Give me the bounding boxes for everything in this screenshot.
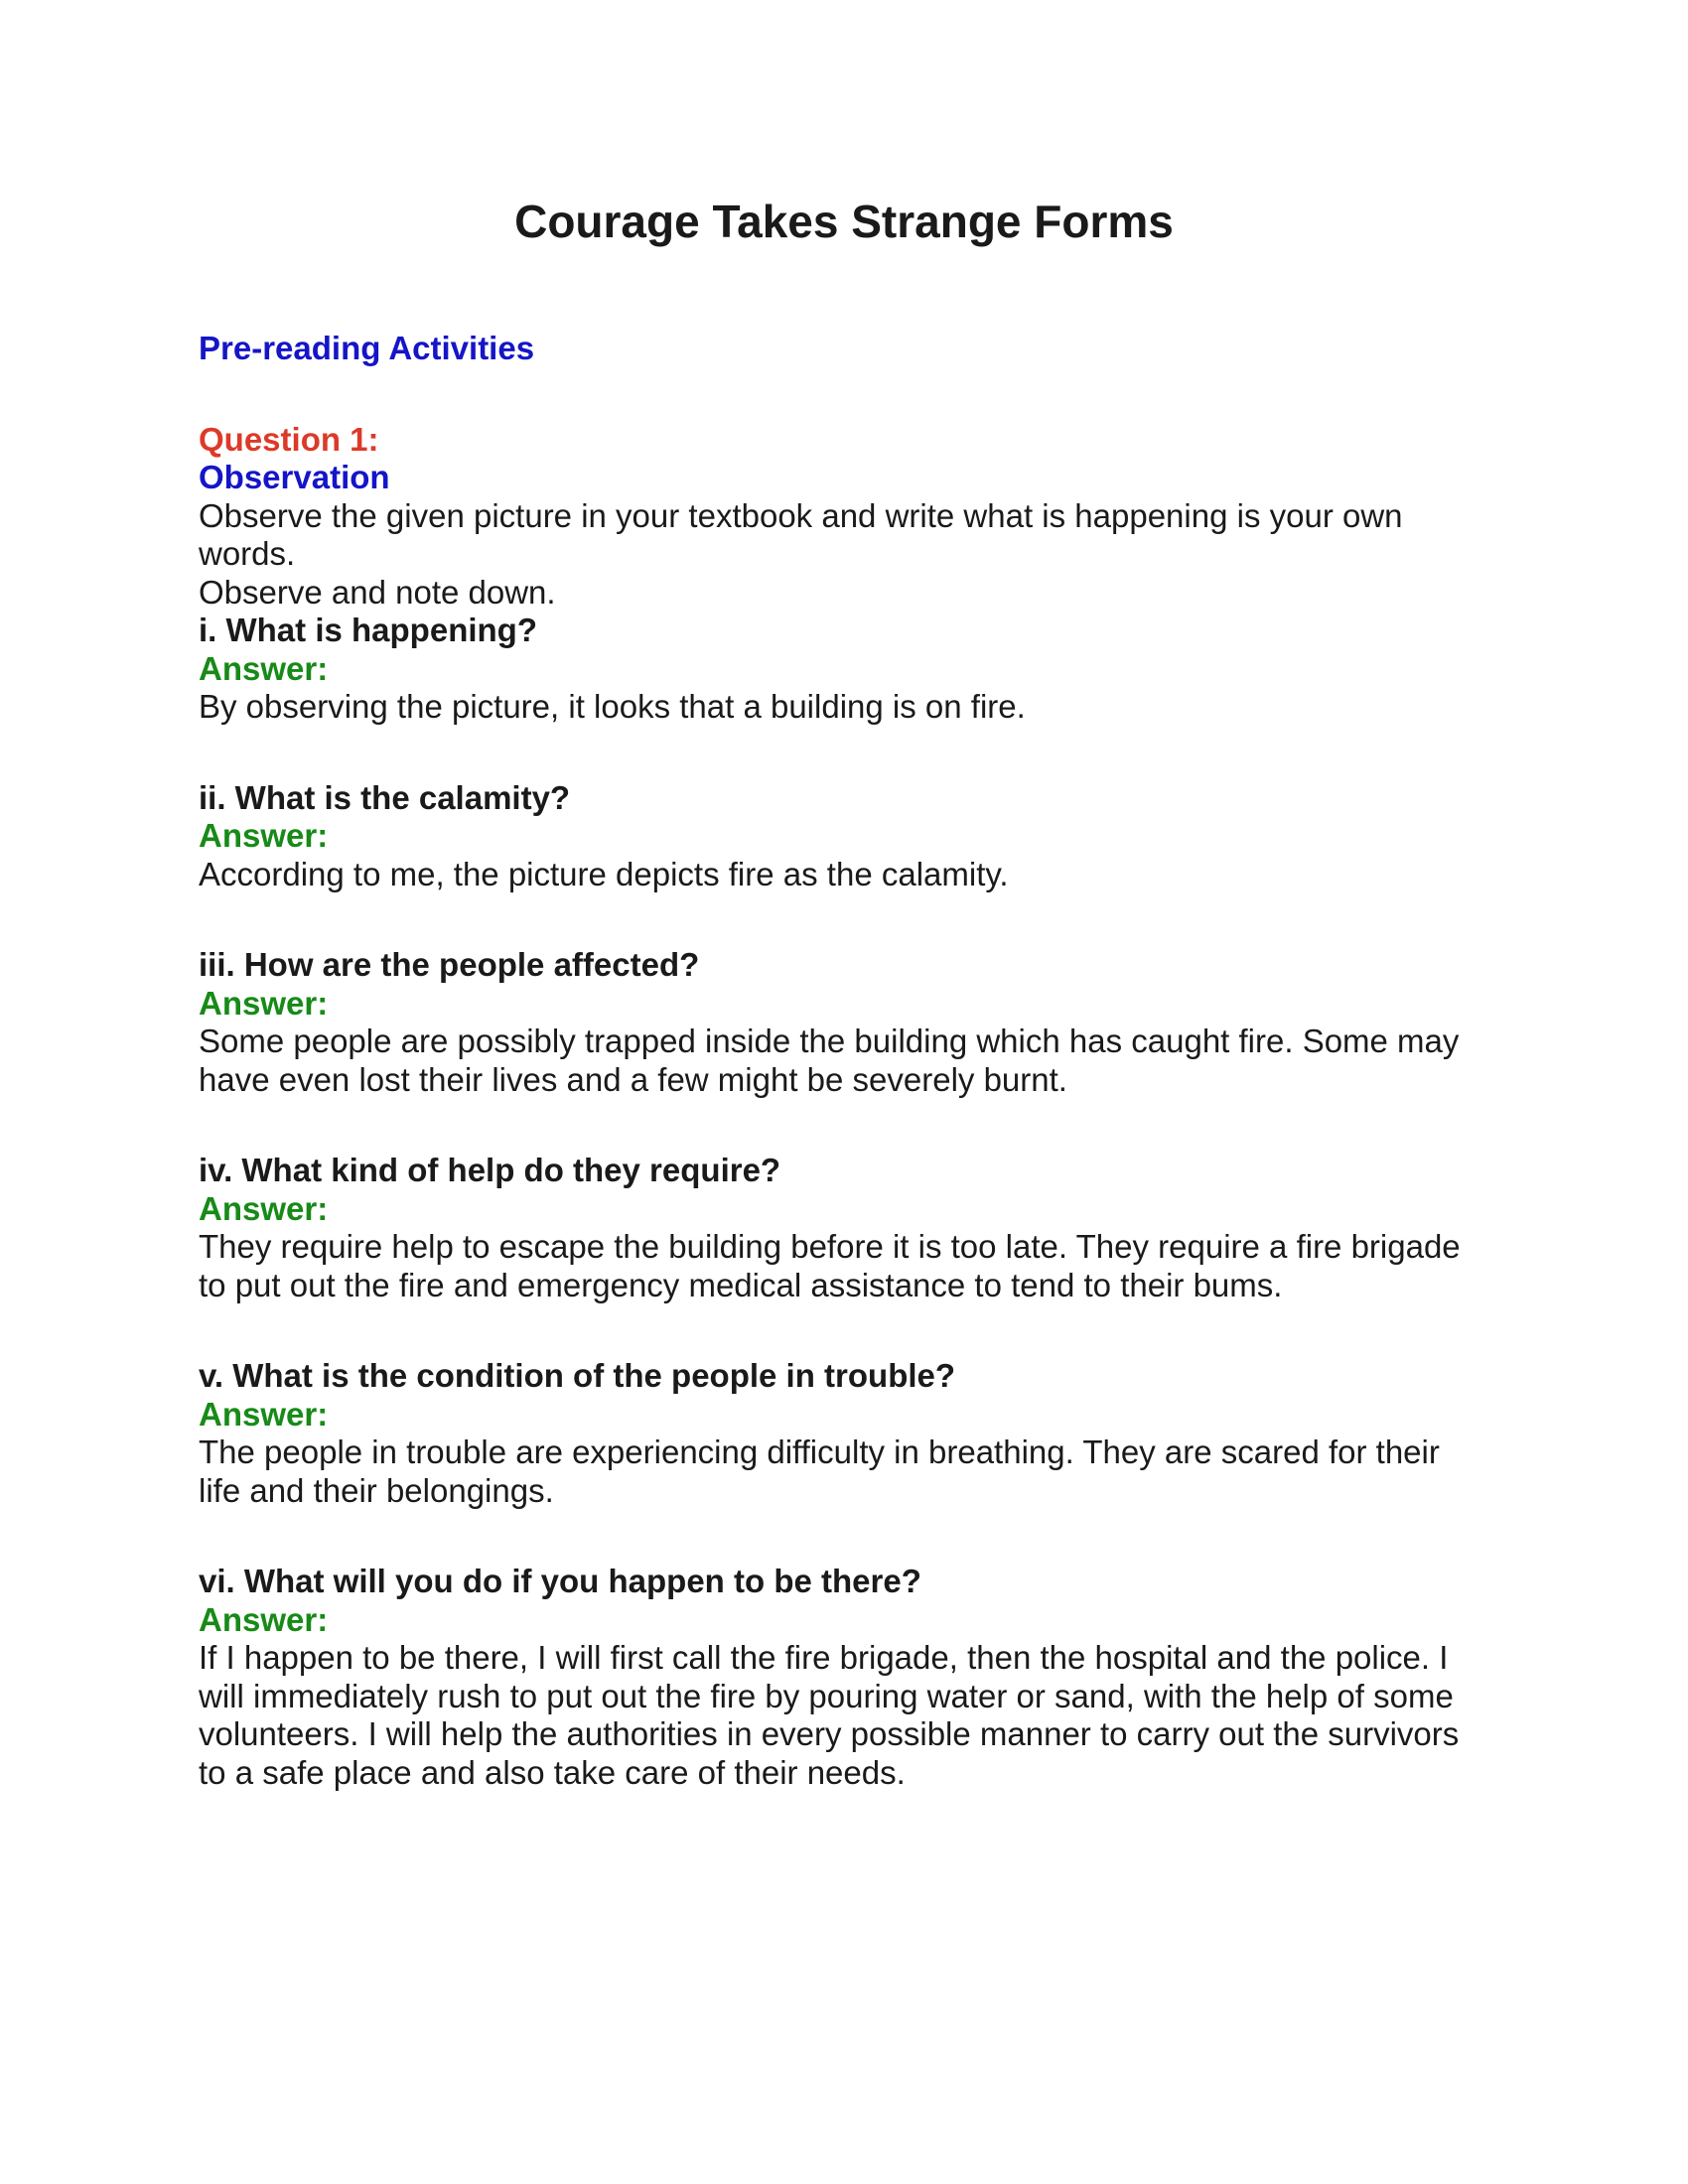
observation-heading: Observation [199,459,390,495]
answer-label: Answer: [199,817,329,854]
answer-text: If I happen to be there, I will first call the fire brigade, then the hospital and the police. I will immediately rush to put out the fire by pouring water or sand, with the help of some volunteers. I will help the authorities in every possible manner to carry out the survivors to a safe place and also take care of their needs. [199,1639,1460,1791]
qa-item [199,1357,1489,1510]
answer-text: According to me, the picture depicts fire as the calamity. [199,855,1009,892]
page-title: Courage Takes Strange Forms [514,196,1174,247]
qa-item [199,1152,1489,1304]
qa-item [199,1563,1489,1792]
question-text: iii. How are the people affected? [199,946,700,983]
answer-text: They require help to escape the building before it is too late. They require a fire brigade to put out the fire and emergency medical assistance to tend to their bums. [199,1228,1461,1303]
question-text: vi. What will you do if you happen to be there? [199,1563,921,1599]
question-text: i. What is happening? [199,612,537,648]
question-text: iv. What kind of help do they require? [199,1152,781,1188]
answer-label: Answer: [199,1600,329,1638]
question-label: Question 1: [199,420,379,458]
document-content [199,330,1489,1792]
instruction-text: Observe the given picture in your textbook and write what is happening is your own words. [199,496,1403,572]
instruction-text: Observe and note down. [199,573,556,611]
answer-text: The people in trouble are experiencing difficulty in breathing. They are scared for their life and their belongings. [199,1433,1440,1509]
qa-item [199,946,1489,1099]
section-heading: Pre-reading Activities [199,330,535,366]
question-text: v. What is the condition of the people in trouble? [199,1357,956,1394]
answer-label: Answer: [199,1189,329,1227]
question-intro [199,421,1489,727]
answer-text: Some people are possibly trapped inside the building which has caught fire. Some may have even lost their lives and a few might be severely burnt. [199,1023,1460,1098]
answer-label: Answer: [199,649,329,687]
question-text: ii. What is the calamity? [199,778,571,816]
qa-item [199,779,1489,894]
answer-label: Answer: [199,1395,329,1433]
answer-text: By observing the picture, it looks that a building is on fire. [199,688,1026,725]
answer-label: Answer: [199,984,329,1022]
